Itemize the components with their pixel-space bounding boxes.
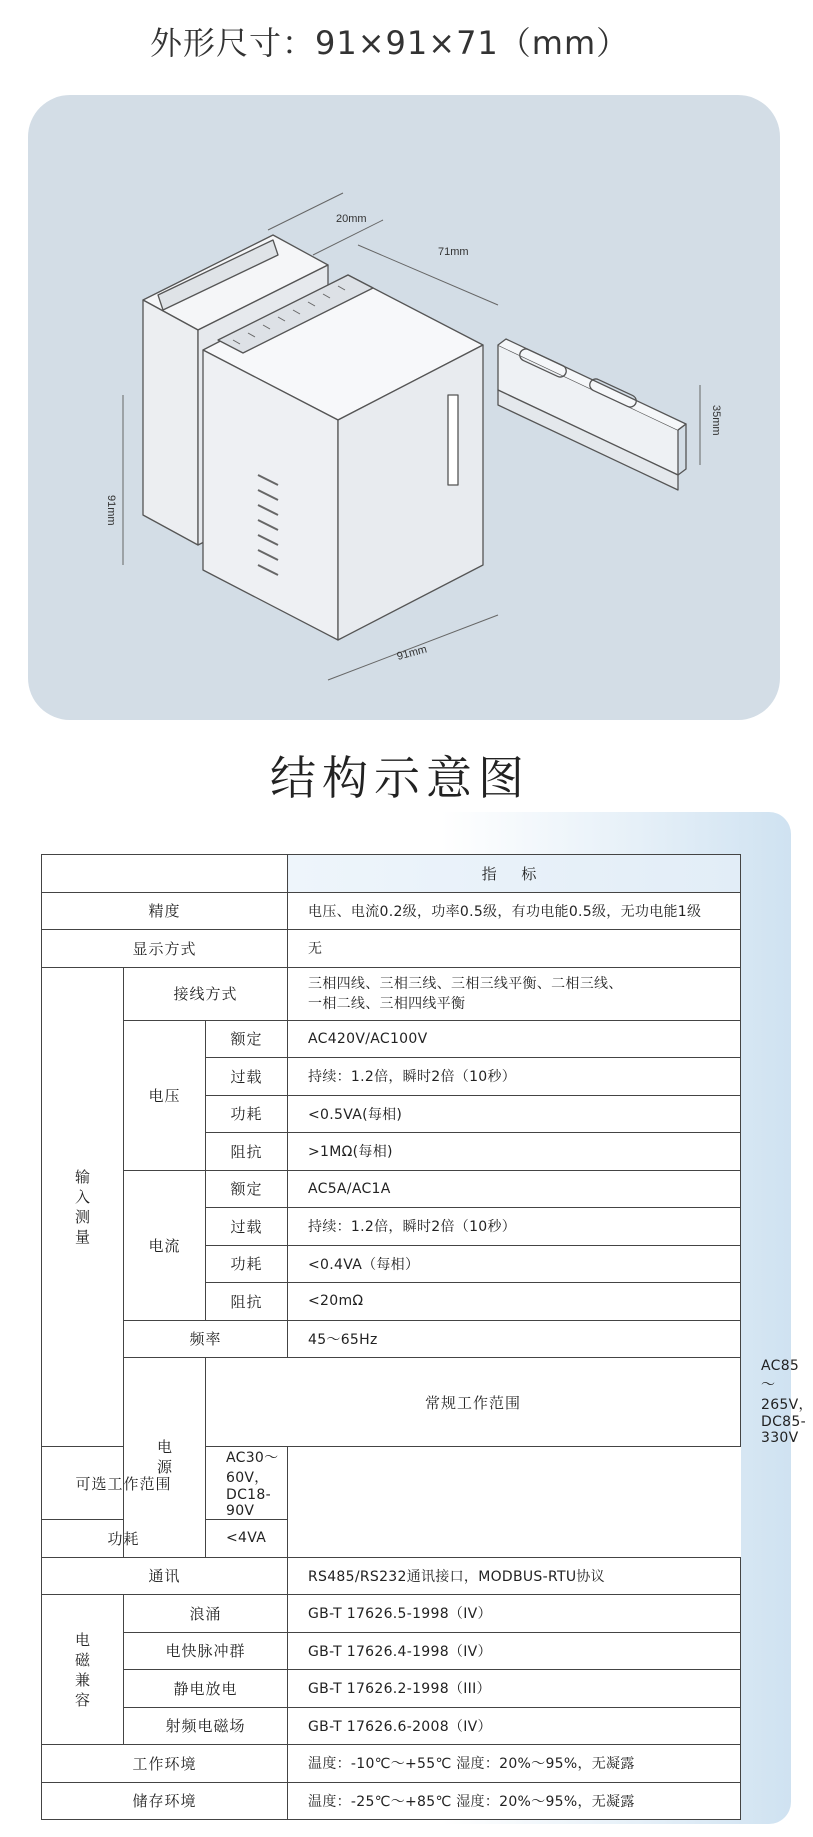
section-title: 结构示意图 <box>270 751 530 805</box>
group-emc: 电磁兼容 <box>42 1595 124 1745</box>
row-value: GB-T 17626.2-1998（III） <box>288 1670 741 1708</box>
row-label: 功耗 <box>42 1520 206 1558</box>
spec-table <box>41 854 813 1820</box>
row-value-wiring: 三相四线、三相三线、三相三线平衡、二相三线、 一相二线、三相四线平衡 <box>288 967 741 1020</box>
row-value: GB-T 17626.6-2008（IV） <box>288 1707 741 1745</box>
dim-label-35mm: 35mm <box>710 405 722 436</box>
dim-label-91mm-width: 91mm <box>395 643 429 663</box>
group-current: 电流 <box>124 1170 206 1320</box>
row-label: 阻抗 <box>206 1133 288 1171</box>
row-label: 接线方式 <box>124 967 288 1020</box>
row-label: 阻抗 <box>206 1283 288 1321</box>
row-label: 常规工作范围 <box>206 1358 741 1447</box>
structure-diagram-panel <box>28 95 780 720</box>
row-label: 功耗 <box>206 1095 288 1133</box>
row-value: <0.4VA（每相） <box>288 1245 741 1283</box>
row-label: 工作环境 <box>42 1745 288 1783</box>
spec-card <box>14 812 813 1824</box>
row-label: 显示方式 <box>42 930 288 968</box>
row-value: <20mΩ <box>288 1283 741 1321</box>
table-row <box>42 1320 741 1358</box>
table-row <box>42 1707 741 1745</box>
table-row <box>42 1170 741 1208</box>
row-value: 温度：-25℃～+85℃ 湿度：20%～95%，无凝露 <box>288 1782 741 1820</box>
table-row <box>42 1447 741 1520</box>
row-label: 射频电磁场 <box>124 1707 288 1745</box>
row-label: 通讯 <box>42 1557 288 1595</box>
dimension-title: 外形尺寸：91×91×71（mm） <box>150 24 630 62</box>
group-power-supply: 电源 <box>124 1358 206 1558</box>
row-value: GB-T 17626.5-1998（IV） <box>288 1595 741 1633</box>
row-label: 频率 <box>124 1320 288 1358</box>
table-row <box>42 1745 741 1783</box>
row-value: <0.5VA(每相) <box>288 1095 741 1133</box>
table-row <box>42 1632 741 1670</box>
group-input-measurement: 输入测量 <box>42 967 124 1447</box>
row-label: 过载 <box>206 1208 288 1246</box>
table-row: 电源 常规工作范围 AC85～265V，DC85-330V <box>42 1358 741 1447</box>
row-value: 持续：1.2倍，瞬时2倍（10秒） <box>288 1208 741 1246</box>
row-label: 精度 <box>42 892 288 930</box>
row-label: 可选工作范围 <box>42 1447 206 1520</box>
row-label: 电快脉冲群 <box>124 1632 288 1670</box>
table-row <box>42 855 741 893</box>
device-illustration <box>28 95 780 720</box>
table-row <box>42 1520 741 1558</box>
group-voltage: 电压 <box>124 1020 206 1170</box>
dim-label-91mm-height: 91mm <box>105 495 117 526</box>
dim-label-20mm: 20mm <box>336 213 367 225</box>
table-row <box>42 1557 741 1595</box>
table-row <box>42 967 741 1020</box>
row-value: 温度：-10℃～+55℃ 湿度：20%～95%，无凝露 <box>288 1745 741 1783</box>
row-value: <4VA <box>206 1520 288 1558</box>
row-value: 电压、电流0.2级，功率0.5级，有功电能0.5级，无功电能1级 <box>288 892 741 930</box>
row-value: >1MΩ(每相) <box>288 1133 741 1171</box>
row-value: 无 <box>288 930 741 968</box>
table-row <box>42 1782 741 1820</box>
row-label: 静电放电 <box>124 1670 288 1708</box>
row-label: 过载 <box>206 1058 288 1096</box>
header-blank-cell <box>42 855 288 893</box>
row-value: AC420V/AC100V <box>288 1020 741 1058</box>
header-indicator-cell: 指 标 <box>288 855 741 893</box>
row-value: RS485/RS232通讯接口，MODBUS-RTU协议 <box>288 1557 741 1595</box>
dim-label-71mm: 71mm <box>438 246 469 258</box>
table-row <box>42 1670 741 1708</box>
table-row <box>42 930 741 968</box>
row-value: 持续：1.2倍，瞬时2倍（10秒） <box>288 1058 741 1096</box>
row-label: 浪涌 <box>124 1595 288 1633</box>
row-label: 储存环境 <box>42 1782 288 1820</box>
row-value: AC5A/AC1A <box>288 1170 741 1208</box>
row-label: 额定 <box>206 1020 288 1058</box>
table-row <box>42 1595 741 1633</box>
row-label: 额定 <box>206 1170 288 1208</box>
row-value: AC30～60V，DC18-90V <box>206 1447 288 1520</box>
row-value: 45～65Hz <box>288 1320 741 1358</box>
row-label: 功耗 <box>206 1245 288 1283</box>
row-value: GB-T 17626.4-1998（IV） <box>288 1632 741 1670</box>
table-row <box>42 892 741 930</box>
table-row <box>42 1020 741 1058</box>
